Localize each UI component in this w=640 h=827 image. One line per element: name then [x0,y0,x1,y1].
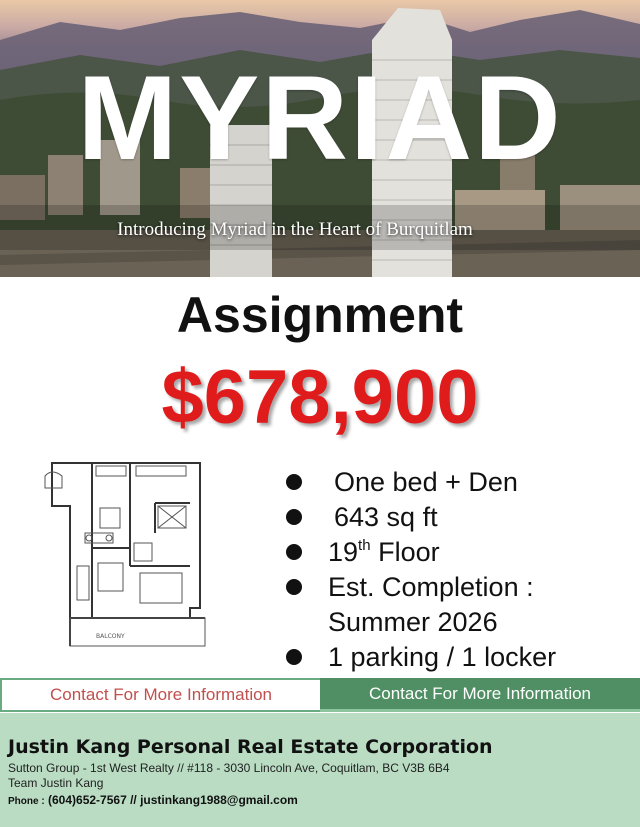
contact-button-left[interactable]: Contact For More Information [0,678,320,712]
agent-footer [0,713,640,827]
feature-floor-word: Floor [378,537,440,567]
contact-button-right[interactable]: Contact For More Information [320,678,640,712]
agency-address: Sutton Group - 1st West Realty // #118 - 3030 Lincoln Ave, Coquitlam, BC V3B 6B4 [8,761,450,775]
feature-item [286,465,631,500]
balcony-label: BALCONY [96,633,125,640]
feature-bed: One bed + Den [334,467,518,497]
team-name: Team Justin Kang [8,776,104,790]
bullet-icon [286,474,302,490]
bullet-icon [286,579,302,595]
bullet-icon [286,649,302,665]
feature-completion-date: Summer 2026 [328,607,498,637]
feature-item [286,570,631,640]
project-tagline: Introducing Myriad in the Heart of Burquitlam [117,219,473,240]
project-title: MYRIAD [77,51,563,185]
price: $678,900 [161,355,479,440]
feature-parking: 1 parking / 1 locker [328,642,557,672]
phone-email[interactable]: (604)652-7567 // justinkang1988@gmail.com [48,793,298,807]
feature-floor-number: 19 [328,537,359,567]
agent-name: Justin Kang Personal Real Estate Corporation [8,736,493,758]
bullet-icon [286,544,302,560]
feature-floor-suffix: th [358,537,371,554]
contact-line [8,791,632,811]
listing-type-heading: Assignment [176,287,464,343]
feature-item [286,640,631,675]
hero-banner [0,0,640,277]
floor-plan [40,458,210,648]
feature-item [286,500,631,535]
features-list [286,465,631,675]
feature-item [286,535,631,570]
bullet-icon [286,509,302,525]
phone-label: Phone : [8,796,45,807]
feature-size: 643 sq ft [334,502,438,532]
feature-completion-label: Est. Completion : [328,572,534,602]
